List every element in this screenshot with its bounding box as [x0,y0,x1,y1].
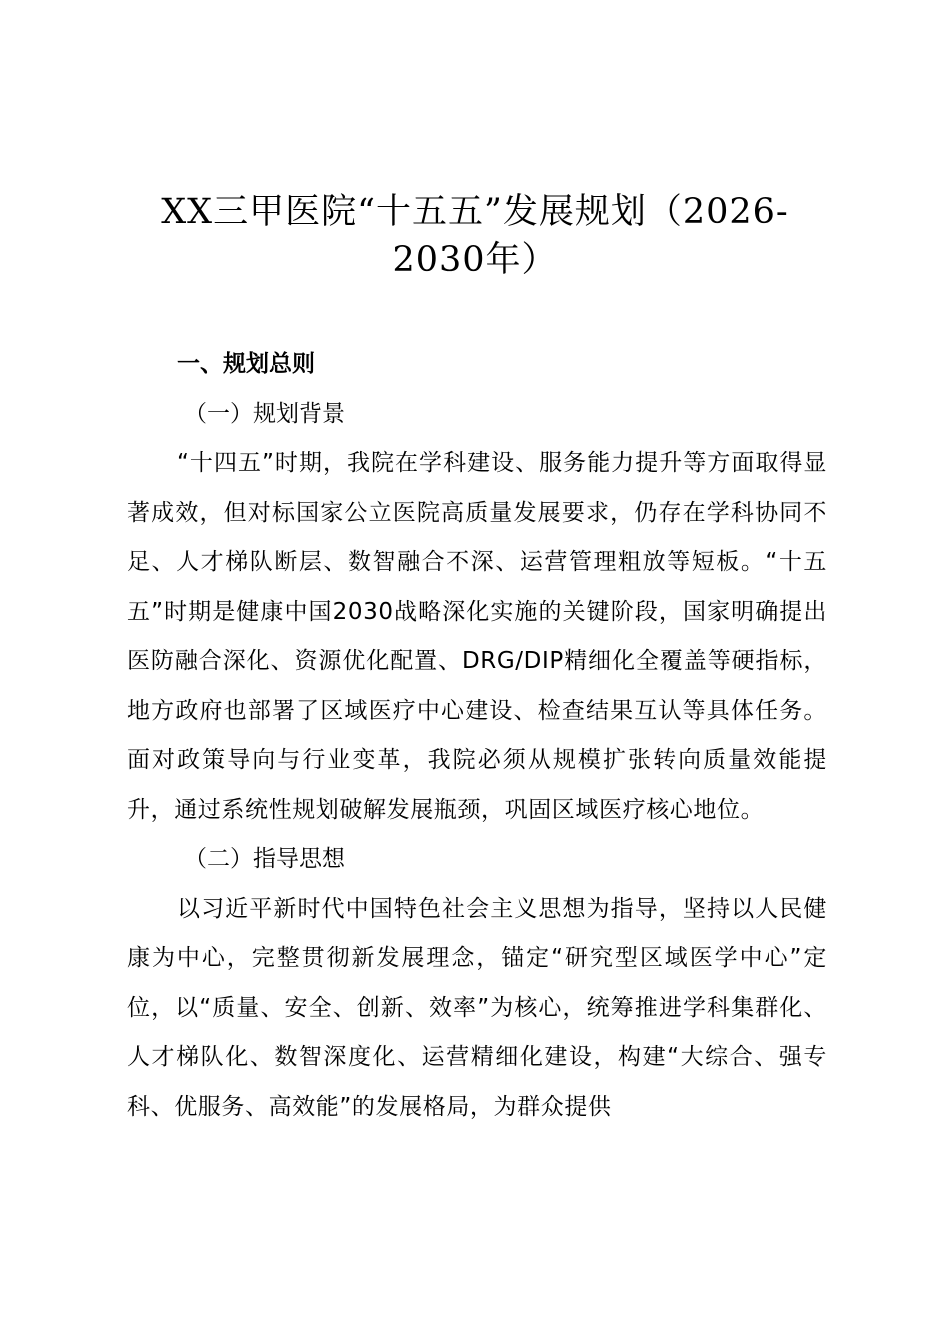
subsection-heading-background: （一）规划背景 [184,400,345,427]
subsection-heading-guiding-ideology: （二）指导思想 [184,846,345,872]
document-title [120,188,830,284]
section-heading-general: 一、规划总则 [177,351,315,377]
paragraph-guiding-ideology: 以习近平新时代中国特色社会主义思想为指导，坚持以人民健康为中心，完整贯彻新发展理念，锚定“研究型区域医学中心”定位，以“质量、安全、创新、效率”为核心，统筹推进学科集群化、人才梯队化、数智深度化、运营精细化建设，构建“大综合、强专科、优服务、高效能”的发展格局，为群众提供 [127,895,827,1120]
document-body [127,340,827,1132]
title-line-2: 2030年） [392,240,558,280]
paragraph-background: “十四五”时期，我院在学科建设、服务能力提升等方面取得显著成效，但对标国家公立医院高质量发展要求，仍存在学科协同不足、人才梯队断层、数智融合不深、运营管理粗放等短板。“十五五”时期是健康中国2030战略深化实施的关键阶段，国家明确提出医防融合深化、资源优化配置、DRG/DIP精细化全覆盖等硬指标，地方政府也部署了区域医疗中心建设、检查结果互认等具体任务。面对政策导向与行业变革，我院必须从规模扩张转向质量效能提升，通过系统性规划破解发展瓶颈，巩固区域医疗核心地位。 [127,450,827,823]
title-line-1: XX三甲医院“十五五”发展规划（2026- [161,192,789,232]
